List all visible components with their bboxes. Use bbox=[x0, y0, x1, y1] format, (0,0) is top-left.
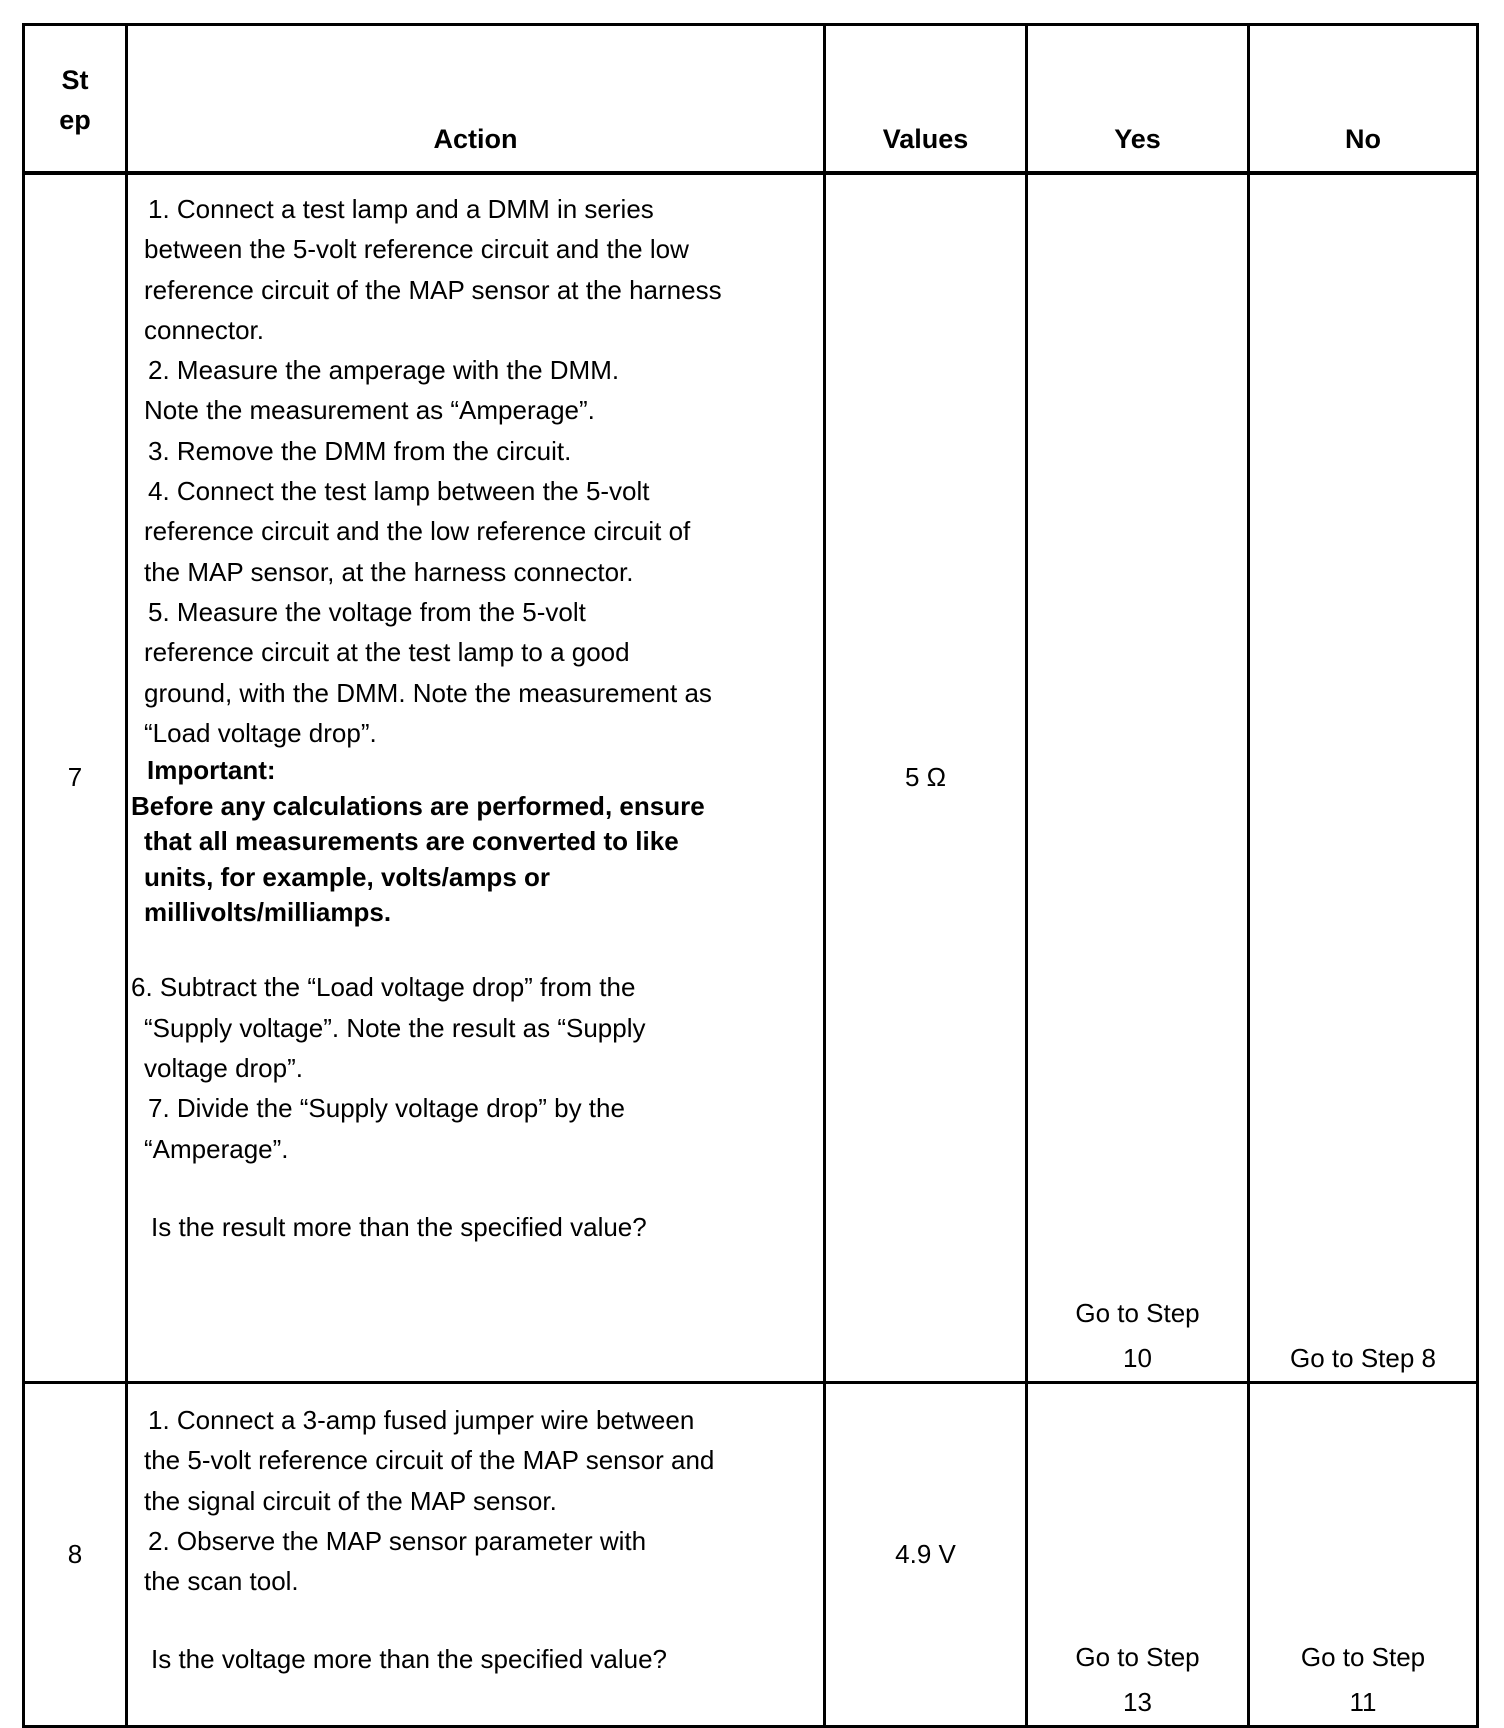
important-text: Before any calculations are performed, ensure bbox=[131, 790, 705, 821]
no-cell bbox=[1249, 173, 1478, 1383]
diagnostic-table bbox=[22, 23, 1479, 1728]
action-line: voltage drop”. bbox=[144, 1052, 303, 1083]
action-line: 1. Connect a test lamp and a DMM in series bbox=[148, 193, 654, 224]
action-line: reference circuit at the test lamp to a good bbox=[144, 636, 630, 667]
value-cell: 4.9 V bbox=[825, 1383, 1027, 1727]
question-text: Is the voltage more than the specified value? bbox=[151, 1644, 667, 1674]
action-line: ground, with the DMM. Note the measurement as bbox=[144, 677, 712, 708]
action-line: the scan tool. bbox=[144, 1566, 299, 1596]
value-cell: 5 Ω bbox=[825, 173, 1027, 1383]
action-line: 4. Connect the test lamp between the 5-volt bbox=[148, 475, 650, 506]
important-text: that all measurements are converted to like bbox=[144, 825, 679, 856]
action-line: 2. Measure the amperage with the DMM. bbox=[148, 354, 620, 385]
action-line: reference circuit of the MAP sensor at the harness bbox=[144, 274, 722, 305]
no-text: Go to Step bbox=[1300, 1642, 1426, 1672]
action-cell bbox=[127, 173, 825, 1383]
action-line: 6. Subtract the “Load voltage drop” from the bbox=[131, 971, 636, 1002]
action-line: “Amperage”. bbox=[144, 1133, 289, 1164]
yes-step-number: 10 bbox=[1123, 1343, 1152, 1373]
no-text: Go to Step 8 bbox=[1290, 1343, 1436, 1373]
important-label: Important: bbox=[147, 754, 276, 785]
action-cell bbox=[127, 1383, 825, 1727]
table-row bbox=[24, 1383, 1478, 1727]
action-line: 7. Divide the “Supply voltage drop” by the bbox=[148, 1092, 625, 1123]
step-number: 7 bbox=[24, 173, 127, 1383]
no-cell bbox=[1249, 1383, 1478, 1727]
action-line: 2. Observe the MAP sensor parameter with bbox=[148, 1526, 647, 1556]
header-values: Values bbox=[825, 25, 1027, 173]
important-text: units, for example, volts/amps or bbox=[144, 861, 550, 892]
header-step bbox=[24, 25, 127, 173]
header-row bbox=[24, 25, 1478, 173]
step-number: 8 bbox=[24, 1383, 127, 1727]
important-text: millivolts/milliamps. bbox=[144, 896, 392, 927]
header-no: No bbox=[1249, 25, 1478, 173]
yes-step-number: 13 bbox=[1123, 1687, 1152, 1717]
action-line: 5. Measure the voltage from the 5-volt bbox=[148, 596, 586, 627]
action-line: connector. bbox=[144, 314, 264, 345]
yes-text: Go to Step bbox=[1075, 1642, 1200, 1672]
no-step-number: 11 bbox=[1349, 1687, 1377, 1717]
question-text: Is the result more than the specified value? bbox=[151, 1211, 647, 1242]
yes-text: Go to Step bbox=[1075, 1298, 1200, 1328]
action-line: reference circuit and the low reference circuit of bbox=[144, 515, 691, 546]
action-line: 1. Connect a 3-amp fused jumper wire between bbox=[148, 1405, 695, 1435]
action-line: the 5-volt reference circuit of the MAP sensor and bbox=[144, 1445, 715, 1475]
action-line: “Supply voltage”. Note the result as “Supply bbox=[144, 1012, 646, 1043]
action-line: 3. Remove the DMM from the circuit. bbox=[148, 435, 572, 466]
action-line: between the 5-volt reference circuit and the low bbox=[144, 233, 689, 264]
action-line: “Load voltage drop”. bbox=[144, 717, 377, 748]
action-line: Note the measurement as “Amperage”. bbox=[144, 394, 595, 425]
header-step-line1: St bbox=[61, 65, 89, 96]
action-line: the signal circuit of the MAP sensor. bbox=[144, 1486, 557, 1516]
header-action: Action bbox=[127, 25, 825, 173]
header-yes: Yes bbox=[1027, 25, 1249, 173]
yes-cell bbox=[1027, 173, 1249, 1383]
action-line: the MAP sensor, at the harness connector. bbox=[144, 556, 634, 587]
header-step-line2: ep bbox=[59, 105, 91, 136]
table-row bbox=[24, 173, 1478, 1383]
yes-cell bbox=[1027, 1383, 1249, 1727]
